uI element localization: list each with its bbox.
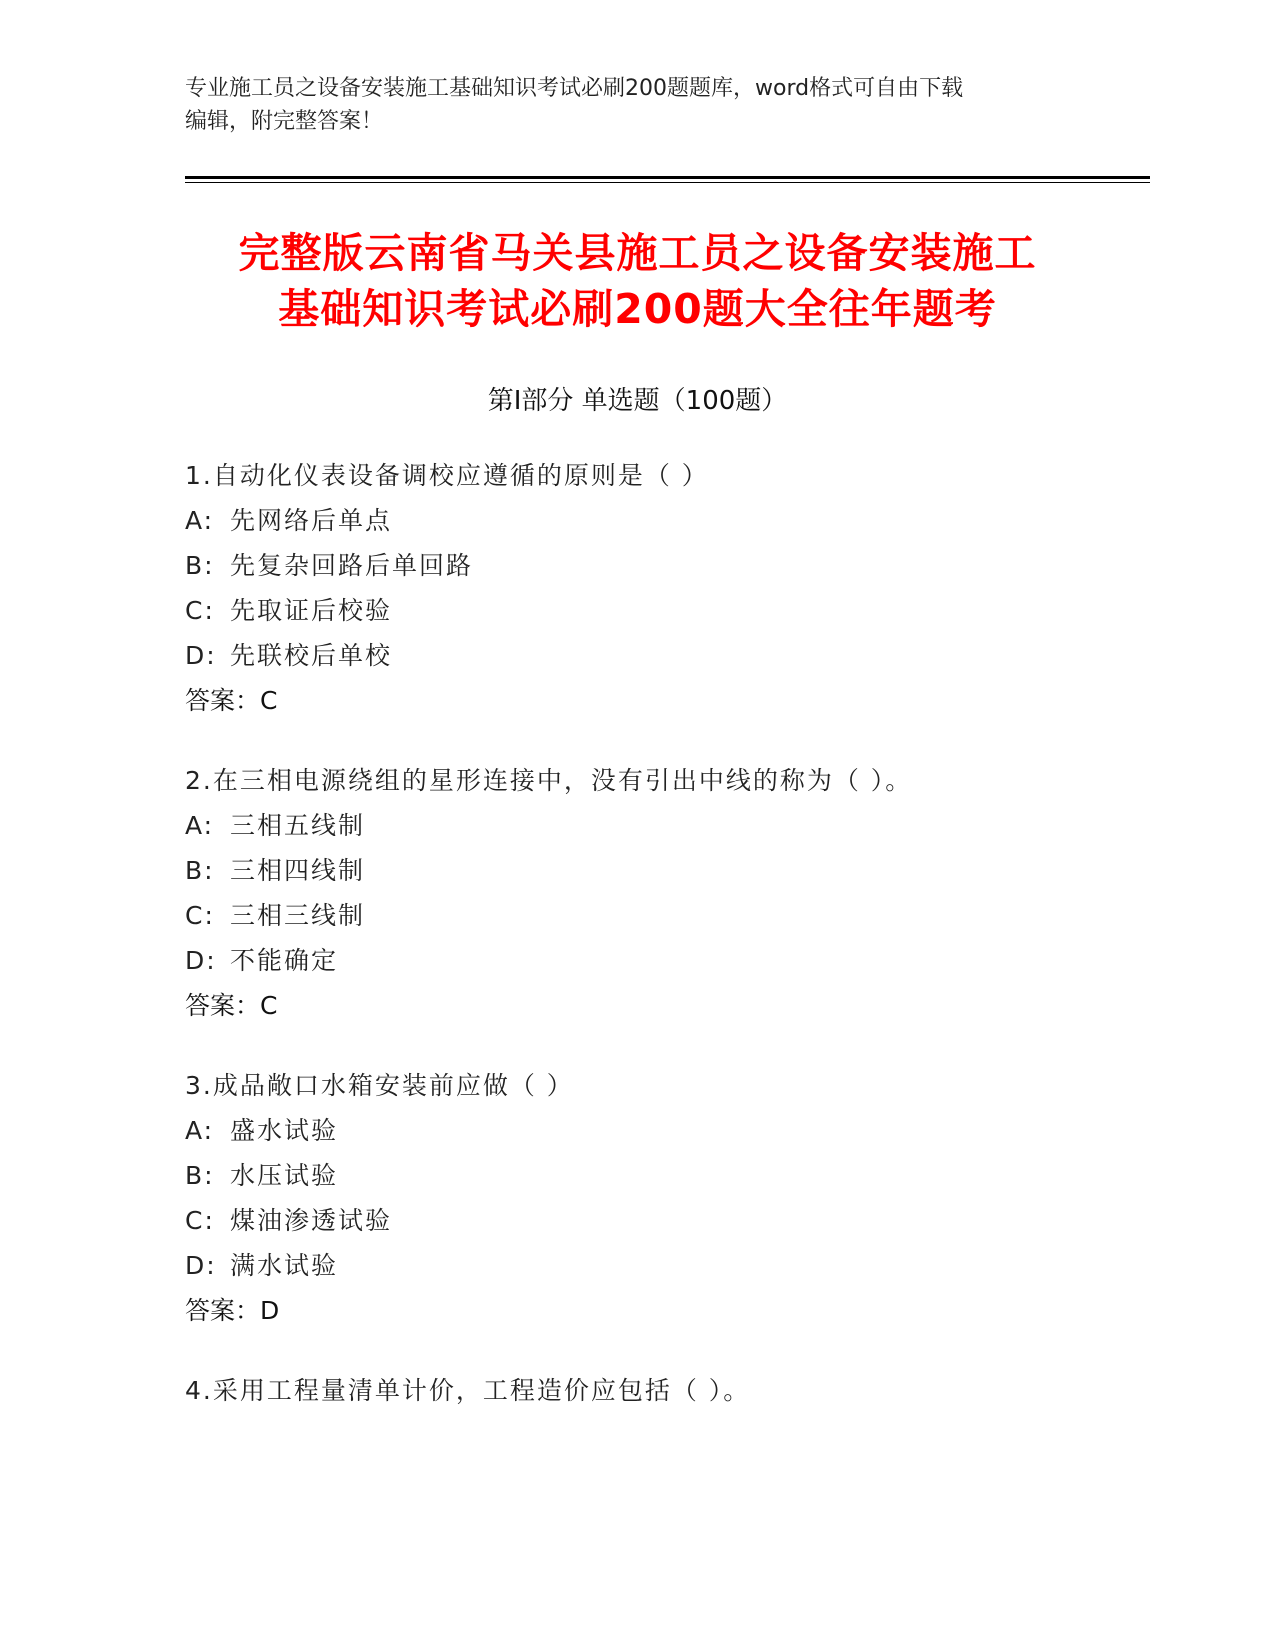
option-b [185, 1153, 1145, 1198]
option-letter: D: [185, 946, 217, 975]
option-letter: C: [185, 1206, 215, 1235]
option-letter: D: [185, 1251, 217, 1280]
option-letter: C: [185, 901, 215, 930]
header-note-line-1: 专业施工员之设备安装施工基础知识考试必刷200题题库，word格式可自由下载 [185, 76, 964, 101]
option-b [185, 848, 1145, 893]
question-2 [185, 758, 1145, 1028]
option-c [185, 588, 1145, 633]
option-d [185, 633, 1145, 678]
option-text: 煤油渗透试验 [230, 1206, 393, 1235]
option-text: 不能确定 [230, 946, 339, 975]
question-stem: 4.采用工程量清单计价，工程造价应包括（ ）。 [185, 1376, 751, 1405]
document-title-line-1: 完整版云南省马关县施工员之设备安装施工 [238, 229, 1037, 277]
header-note-line-2: 编辑，附完整答案！ [185, 109, 384, 134]
document-title [150, 225, 1125, 337]
header-divider-thick [185, 176, 1150, 179]
question-stem: 2.在三相电源绕组的星形连接中，没有引出中线的称为（ ）。 [185, 766, 913, 795]
question-stem: 1.自动化仪表设备调校应遵循的原则是（ ） [185, 461, 709, 490]
option-text: 三相五线制 [230, 811, 366, 840]
answer: 答案：C [185, 686, 278, 715]
question-3 [185, 1063, 1145, 1333]
option-letter: C: [185, 596, 215, 625]
answer: 答案：D [185, 1296, 280, 1325]
option-text: 三相四线制 [230, 856, 366, 885]
option-letter: D: [185, 641, 217, 670]
option-text: 先复杂回路后单回路 [230, 551, 474, 580]
option-letter: B: [185, 1161, 215, 1190]
option-letter: B: [185, 856, 215, 885]
option-letter: A: [185, 506, 215, 535]
option-c [185, 1198, 1145, 1243]
option-letter: A: [185, 1116, 215, 1145]
header-divider-thin [185, 182, 1150, 183]
question-stem: 3.成品敞口水箱安装前应做（ ） [185, 1071, 574, 1100]
question-4 [185, 1368, 1145, 1413]
option-letter: A: [185, 811, 215, 840]
section-heading: 第Ⅰ部分 单选题（100题） [487, 386, 788, 416]
answer: 答案：C [185, 991, 278, 1020]
option-d [185, 938, 1145, 983]
option-d [185, 1243, 1145, 1288]
option-text: 水压试验 [230, 1161, 339, 1190]
option-a [185, 498, 1145, 543]
option-text: 先联校后单校 [230, 641, 393, 670]
document-title-line-2: 基础知识考试必刷200题大全往年题考 [278, 285, 997, 333]
option-letter: B: [185, 551, 215, 580]
option-a [185, 1108, 1145, 1153]
option-a [185, 803, 1145, 848]
option-text: 先取证后校验 [230, 596, 393, 625]
question-1 [185, 453, 1145, 723]
header-note [185, 72, 1065, 138]
option-text: 三相三线制 [230, 901, 366, 930]
option-text: 满水试验 [230, 1251, 339, 1280]
option-c [185, 893, 1145, 938]
option-text: 盛水试验 [230, 1116, 339, 1145]
option-text: 先网络后单点 [230, 506, 393, 535]
option-b [185, 543, 1145, 588]
